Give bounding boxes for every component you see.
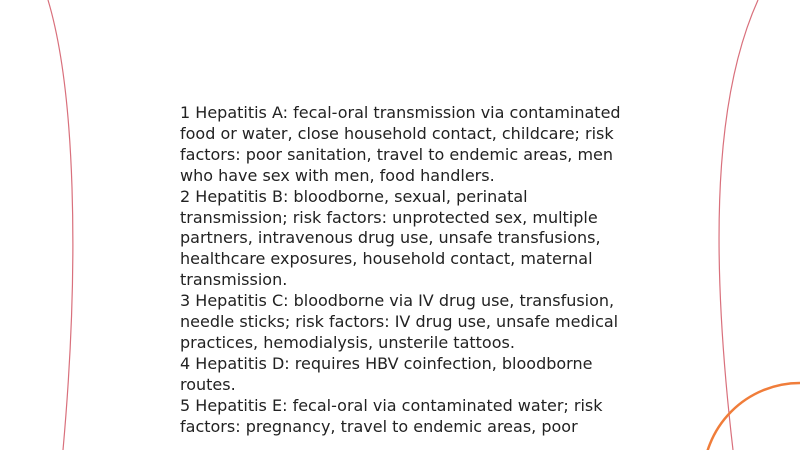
item-text: Hepatitis A: fecal-oral transmission via contaminated food or water, close household contact, childcare; risk factors: poor sanitation, travel to endemic areas, men who have sex with men, food handlers.: [180, 103, 621, 185]
list-item: [180, 187, 630, 292]
item-number: 2: [180, 186, 191, 206]
hepatitis-list: [180, 103, 630, 438]
list-item: [180, 291, 630, 354]
item-text: Hepatitis D: requires HBV coinfection, bloodborne routes.: [180, 353, 593, 394]
item-text: Hepatitis C: bloodborne via IV drug use, transfusion, needle sticks; risk factors: IV drug use, unsafe medical practices, hemodialysis, unsterile tattoos.: [180, 291, 619, 352]
item-text: Hepatitis B: bloodborne, sexual, perinatal transmission; risk factors: unprotected sex, multiple partners, intravenous drug use, unsafe transfusions, healthcare exposures, household contact, maternal transmission.: [180, 186, 601, 290]
left-arc-line: [48, 0, 73, 450]
item-number: 5: [180, 395, 191, 415]
item-text: Hepatitis E: fecal-oral via contaminated water; risk factors: pregnancy, travel to endemic areas, poor: [180, 395, 603, 436]
list-item: [180, 396, 630, 438]
right-arc-line: [719, 0, 758, 450]
item-number: 3: [180, 291, 191, 311]
item-number: 1: [180, 103, 191, 122]
orange-circle-outline: [703, 383, 800, 450]
item-number: 4: [180, 353, 191, 373]
list-item: [180, 354, 630, 396]
list-item: [180, 103, 630, 187]
